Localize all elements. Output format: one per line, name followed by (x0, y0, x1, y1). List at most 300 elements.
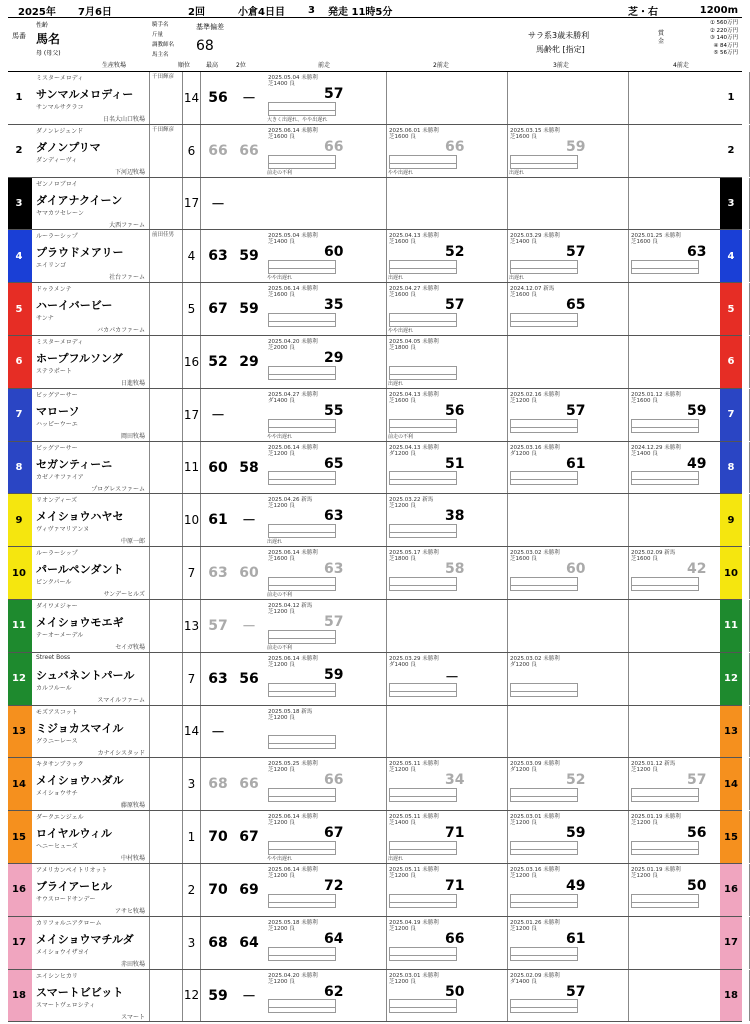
past-race-4 (629, 230, 750, 282)
past-race-4 (629, 600, 750, 652)
race-date: 2025.03.29 未勝利 (510, 233, 560, 240)
jockey-info (150, 494, 183, 546)
race-date: 2025.05.11 未勝利 (389, 867, 439, 873)
race-dist: 芝1600 良 (268, 133, 295, 140)
race-comment: 前走の不利 (267, 169, 293, 176)
race-dist: 芝1200 良 (510, 820, 537, 827)
date: 7月6日 (78, 7, 112, 18)
race-box (389, 260, 457, 274)
past-race-4 (629, 389, 750, 441)
horse-name: ミジョカスマイル (36, 721, 124, 735)
horse-sire: エイシンヒカリ (36, 972, 78, 980)
rank-value: 7 (183, 547, 201, 599)
race-score: 57 (445, 297, 465, 314)
horse-number: 13 (724, 725, 738, 737)
past-race-3 (508, 706, 629, 758)
past-race-4 (629, 811, 750, 863)
past-race-1 (266, 600, 387, 652)
past-race-1 (266, 547, 387, 599)
horse-row (8, 917, 742, 970)
race-dist: 芝1600 良 (510, 556, 537, 563)
race-dist: 芝1200 良 (389, 925, 416, 932)
horse-sire: リオンディーズ (36, 497, 78, 505)
horse-sire: カリフォルニアクローム (36, 919, 102, 927)
horse-name: メイショウハヤセ (36, 510, 124, 524)
horse-name: パールペンダント (36, 563, 124, 577)
race-dist: 芝1200 良 (510, 873, 537, 879)
horse-number: 6 (727, 356, 735, 368)
race-date: 2025.06.14 未勝利 (268, 814, 318, 821)
jockey-info (150, 336, 183, 388)
second-score: 59 (239, 301, 259, 318)
second-score: 58 (239, 459, 259, 476)
horse-number: 5 (15, 303, 23, 315)
horse-row (8, 811, 742, 864)
race-box (268, 102, 336, 116)
past-race-1 (266, 811, 387, 863)
horse-farm: プログレスファーム (91, 485, 145, 493)
race-dist: 芝1200 良 (268, 450, 295, 457)
race-dist: ダ1200 良 (510, 661, 537, 668)
race-score: 56 (687, 825, 707, 842)
race-score: 57 (566, 244, 586, 261)
race-box (268, 366, 336, 380)
race-date: 2024.12.29 未勝利 (631, 444, 681, 451)
surface: 芝・右 (628, 7, 658, 18)
race-dist: 芝1200 良 (389, 873, 416, 879)
rank-value: 12 (183, 970, 201, 1022)
horse-sire: ミスターメロディ (36, 339, 84, 346)
race-comment: やや出遅れ (267, 433, 293, 440)
trainer-label: 調教師名 (152, 42, 175, 48)
horse-number: 2 (727, 145, 735, 157)
race-dist: 芝1800 良 (389, 556, 416, 563)
horse-info (32, 600, 150, 652)
race-box (631, 841, 699, 855)
horse-sire: モズアスコット (36, 708, 78, 716)
race-dist: 芝1200 良 (510, 925, 537, 932)
horse-farm: バカパカファーム (97, 327, 145, 335)
race-score: 63 (324, 508, 344, 525)
past-race-2 (387, 125, 508, 177)
race-score: 50 (445, 983, 465, 1000)
jockey-info (150, 178, 183, 230)
horse-farm: 赤田牧場 (120, 960, 145, 968)
prev3-label: 3前走 (553, 62, 569, 69)
weight-label: 斤量 (152, 32, 164, 38)
past-race-2 (387, 600, 508, 652)
horse-dam: ヤマカツセレーン (36, 209, 84, 217)
race-box (510, 155, 578, 169)
best-score: 52 (208, 354, 228, 370)
past-race-3 (508, 758, 629, 810)
race-dist: ダ1400 良 (389, 661, 416, 668)
horse-number: 10 (12, 567, 26, 579)
race-date: 2025.06.14 未勝利 (268, 286, 318, 293)
past-race-4 (629, 706, 750, 758)
race-score: 59 (324, 666, 344, 683)
jockey-label: 騎手名 (152, 22, 169, 28)
race-comment: 出遅れ (388, 275, 404, 282)
race-date: 2025.04.12 新馬 (268, 603, 313, 609)
race-score: 51 (445, 455, 465, 472)
past-race-1 (266, 389, 387, 441)
race-box (268, 155, 336, 169)
race-score: 57 (566, 402, 586, 419)
horse-farm: カナイシスタッド (97, 749, 145, 757)
race-box (268, 683, 336, 697)
race-dist: 芝1600 良 (631, 556, 658, 563)
race-date: 2025.03.02 未勝利 (510, 550, 560, 557)
past-race-2 (387, 283, 508, 335)
horse-number: 10 (724, 567, 738, 579)
race-score: 64 (324, 930, 344, 947)
rank-value: 14 (183, 72, 201, 124)
race-box (268, 947, 336, 961)
past-race-3 (508, 917, 629, 969)
second-score: 66 (239, 776, 259, 793)
best-score: － (211, 407, 225, 424)
base-hensa-label: 基準偏差 (196, 23, 224, 31)
race-score: 71 (445, 878, 465, 894)
horse-farm: 下河辺牧場 (114, 168, 145, 176)
rank-value: 4 (183, 230, 201, 282)
best-score: 68 (208, 776, 228, 793)
horse-name: ハーイバービー (36, 299, 113, 313)
past-race-4 (629, 547, 750, 599)
race-score: 59 (566, 825, 586, 842)
race-score: 49 (566, 878, 586, 894)
past-race-2 (387, 811, 508, 863)
horse-row (8, 547, 742, 600)
rank-value: 7 (183, 653, 201, 705)
past-race-3 (508, 547, 629, 599)
race-score: 67 (324, 825, 344, 842)
race-class: サラ系3歳未勝利 (528, 31, 590, 40)
race-date: 2025.02.16 未勝利 (510, 391, 560, 398)
column-header (8, 18, 742, 72)
past-race-2 (387, 178, 508, 230)
horse-number: 5 (727, 303, 735, 315)
race-date: 2025.04.27 未勝利 (389, 286, 439, 293)
race-dist: 芝1600 良 (268, 556, 295, 563)
past-race-3 (508, 336, 629, 388)
race-dist: 芝1200 良 (389, 978, 416, 985)
horse-dam: サウスロードサンデー (36, 896, 96, 903)
horse-name: マローソ (36, 404, 80, 418)
horse-dam: グラニーレース (36, 737, 78, 745)
horse-farm: 岡田牧場 (120, 432, 145, 440)
horse-farm: サンデーヒルズ (103, 591, 145, 599)
race-score: 61 (566, 455, 586, 472)
past-race-3 (508, 811, 629, 863)
horse-number: 3 (727, 197, 735, 209)
horse-number: 14 (724, 778, 738, 790)
horse-name: ダイアナクイーン (36, 193, 123, 207)
race-score: 65 (566, 297, 586, 314)
owner-label: 馬主名 (152, 52, 169, 58)
horse-farm: 藤原牧場 (120, 802, 145, 810)
horse-farm: セイガ牧場 (115, 644, 145, 651)
rank-value: 17 (183, 389, 201, 441)
horse-row (8, 442, 742, 495)
race-date: 2025.03.16 未勝利 (510, 867, 560, 873)
race-no: 3 (308, 5, 315, 16)
race-date: 2025.06.14 未勝利 (268, 550, 318, 557)
race-box (510, 313, 578, 327)
horse-info (32, 336, 150, 388)
horse-name: ホープフルソング (36, 352, 123, 365)
race-dist: 芝1200 良 (268, 925, 295, 932)
rank-value: 1 (183, 811, 201, 863)
race-date: 2025.05.18 新馬 (268, 708, 313, 715)
past-race-1 (266, 72, 387, 124)
best-score: － (211, 196, 225, 213)
race-dist: 芝1400 良 (389, 820, 416, 827)
race-dist: 芝1200 良 (631, 873, 658, 879)
best-score: 63 (208, 565, 228, 582)
horse-sire: ビッグアーサー (36, 391, 78, 399)
distance: 1200m (699, 5, 738, 16)
race-box (389, 999, 457, 1013)
second-score: 29 (239, 354, 259, 370)
second-score: 66 (239, 142, 259, 159)
past-race-3 (508, 230, 629, 282)
second-score: － (242, 988, 256, 1005)
race-dist: 芝1600 良 (389, 133, 416, 140)
horse-info (32, 283, 150, 335)
horse-number: 6 (15, 356, 23, 368)
race-dist: 芝1200 良 (268, 661, 295, 668)
race-box (631, 419, 699, 433)
race-score: 56 (445, 402, 465, 419)
race-dist: ダ1200 良 (389, 450, 416, 457)
race-comment: 前走の不利 (388, 433, 414, 440)
past-race-4 (629, 494, 750, 546)
jockey-info (150, 811, 183, 863)
horse-info (32, 547, 150, 599)
jockey-info (150, 547, 183, 599)
horse-info (32, 811, 150, 863)
race-date: 2025.03.02 未勝利 (510, 655, 560, 662)
race-date: 2025.02.09 未勝利 (510, 972, 560, 979)
race-score: 34 (445, 772, 465, 789)
past-race-2 (387, 442, 508, 494)
prize-item: ④ 84万円 (713, 42, 738, 49)
race-box (389, 577, 457, 591)
race-score: 57 (687, 772, 707, 789)
race-dist: 芝1200 良 (268, 978, 295, 985)
race-score: 63 (687, 244, 707, 261)
race-score: 72 (324, 878, 344, 894)
past-race-3 (508, 72, 629, 124)
horse-dam: サンナ (36, 315, 54, 323)
race-comment: 前走の不利 (267, 644, 293, 651)
race-score: 59 (687, 402, 707, 419)
prize-list (676, 20, 738, 58)
race-box (389, 894, 457, 908)
horse-row (8, 758, 742, 811)
race-date: 2025.04.13 未勝利 (389, 233, 439, 240)
race-date: 2025.03.01 未勝利 (510, 814, 560, 821)
second-score: － (242, 91, 256, 107)
horse-row (8, 706, 742, 759)
horse-number: 12 (12, 673, 26, 685)
horse-number: 11 (724, 620, 738, 632)
name-label: 馬名 (36, 32, 61, 46)
race-dist: 芝2000 良 (268, 345, 295, 351)
race-date: 2025.05.04 未勝利 (268, 75, 318, 81)
past-race-4 (629, 72, 750, 124)
horse-farm: スマート (121, 1013, 145, 1021)
race-score: 65 (324, 455, 344, 472)
race-score: － (445, 669, 459, 686)
race-box (510, 683, 578, 697)
horse-dam: ピンクパール (36, 579, 72, 587)
horse-row (8, 389, 742, 442)
past-race-2 (387, 864, 508, 916)
race-dist: ダ1200 良 (510, 767, 537, 774)
past-race-4 (629, 178, 750, 230)
past-race-4 (629, 970, 750, 1022)
race-score: 52 (566, 772, 586, 789)
race-score: 61 (566, 930, 586, 947)
horse-number: 4 (727, 250, 735, 262)
past-race-2 (387, 917, 508, 969)
best-score: 63 (208, 670, 228, 687)
horse-info (32, 72, 150, 124)
race-date: 2025.05.18 未勝利 (268, 919, 318, 926)
horse-dam: エイリンゴ (36, 262, 67, 270)
prize-item: ① 560万円 (709, 20, 738, 26)
best-score: 70 (208, 829, 228, 846)
race-date: 2025.05.17 未勝利 (389, 550, 439, 557)
race-score: 42 (687, 561, 707, 578)
horse-name: シュバネントパール (36, 668, 135, 682)
race-box (389, 841, 457, 855)
race-date: 2025.01.12 新馬 (631, 761, 676, 768)
race-dist: 芝1600 良 (631, 397, 658, 404)
horse-dam: ハッピーウーエ (36, 420, 78, 428)
horse-dam: ヘニーヒューズ (36, 843, 78, 851)
race-dist: ダ1400 良 (510, 978, 537, 985)
prize-item: ⑤ 56万円 (713, 50, 738, 56)
rank-value: 14 (183, 706, 201, 758)
rank-value: 16 (183, 336, 201, 388)
jockey-info (150, 706, 183, 758)
race-score: 29 (324, 350, 344, 366)
past-race-4 (629, 283, 750, 335)
rank-value: 3 (183, 917, 201, 969)
horse-number: 9 (727, 514, 735, 526)
horse-number: 9 (15, 514, 23, 526)
past-race-1 (266, 336, 387, 388)
horse-number: 2 (15, 145, 23, 157)
producer-label: 生産牧場 (102, 62, 127, 69)
rank-value: 13 (183, 600, 201, 652)
horse-farm: 中村牧場 (120, 855, 145, 863)
horse-number: 1 (15, 92, 23, 104)
race-box (510, 788, 578, 802)
horse-num-header: 馬番 (12, 32, 26, 40)
race-dist: 芝1200 良 (268, 820, 295, 827)
jockey-info: 前田佳男 (150, 230, 183, 282)
race-dist: 芝1600 良 (510, 133, 537, 140)
rank-value: 6 (183, 125, 201, 177)
best-score: 56 (208, 90, 228, 106)
race-box (389, 788, 457, 802)
horse-number: 17 (12, 937, 26, 949)
horse-farm: 日進牧場 (120, 380, 145, 387)
race-box (268, 735, 336, 749)
horse-dam: ステラポート (36, 368, 72, 375)
best-score: 63 (208, 248, 228, 265)
past-race-2 (387, 758, 508, 810)
race-date: 2025.03.15 未勝利 (510, 127, 560, 134)
race-date: 2025.01.25 未勝利 (631, 233, 681, 240)
horse-info (32, 970, 150, 1022)
horse-name: メイショウマチルダ (36, 932, 134, 946)
race-box (510, 999, 578, 1013)
rank-value: 10 (183, 494, 201, 546)
race-box (389, 419, 457, 433)
horse-sire: キタサンブラック (36, 761, 84, 769)
race-box (389, 524, 457, 538)
past-race-3 (508, 125, 629, 177)
horse-name: セガンティーニ (36, 457, 113, 471)
past-race-2 (387, 706, 508, 758)
base-hensa-value: 68 (196, 38, 214, 54)
race-date: 2025.01.19 未勝利 (631, 867, 681, 873)
second-score (234, 401, 264, 429)
rank-value: 11 (183, 442, 201, 494)
horse-name: プラウドメアリー (36, 246, 124, 260)
horse-number: 11 (12, 620, 26, 632)
horse-row (8, 600, 742, 653)
past-race-2 (387, 547, 508, 599)
past-race-4 (629, 864, 750, 916)
start-time: 発走 11時5分 (328, 7, 393, 18)
race-date: 2025.05.04 未勝利 (268, 233, 318, 240)
prize-item: ③ 140万円 (709, 35, 738, 41)
jockey-info (150, 864, 183, 916)
race-date: 2025.03.16 未勝利 (510, 444, 560, 451)
race-box (268, 419, 336, 433)
past-race-4 (629, 758, 750, 810)
race-dist: 芝1600 良 (268, 292, 295, 299)
jockey-info (150, 442, 183, 494)
horse-sire: ルーラーシップ (36, 550, 78, 558)
horse-dam: サンマルサクラコ (36, 104, 84, 111)
past-race-4 (629, 442, 750, 494)
race-box (631, 471, 699, 485)
jockey-info (150, 283, 183, 335)
race-score: 35 (324, 297, 344, 314)
past-race-4 (629, 125, 750, 177)
past-race-2 (387, 230, 508, 282)
race-date: 2025.06.14 未勝利 (268, 655, 318, 662)
past-race-3 (508, 389, 629, 441)
race-box (510, 419, 578, 433)
horse-dam: メイショウイザヨイ (36, 948, 90, 956)
race-score: 59 (566, 138, 586, 155)
race-box (631, 577, 699, 591)
past-race-3 (508, 600, 629, 652)
race-score: 60 (324, 244, 344, 261)
race-box (510, 841, 578, 855)
race-box (268, 577, 336, 591)
race-date: 2025.04.13 未勝利 (389, 444, 439, 451)
